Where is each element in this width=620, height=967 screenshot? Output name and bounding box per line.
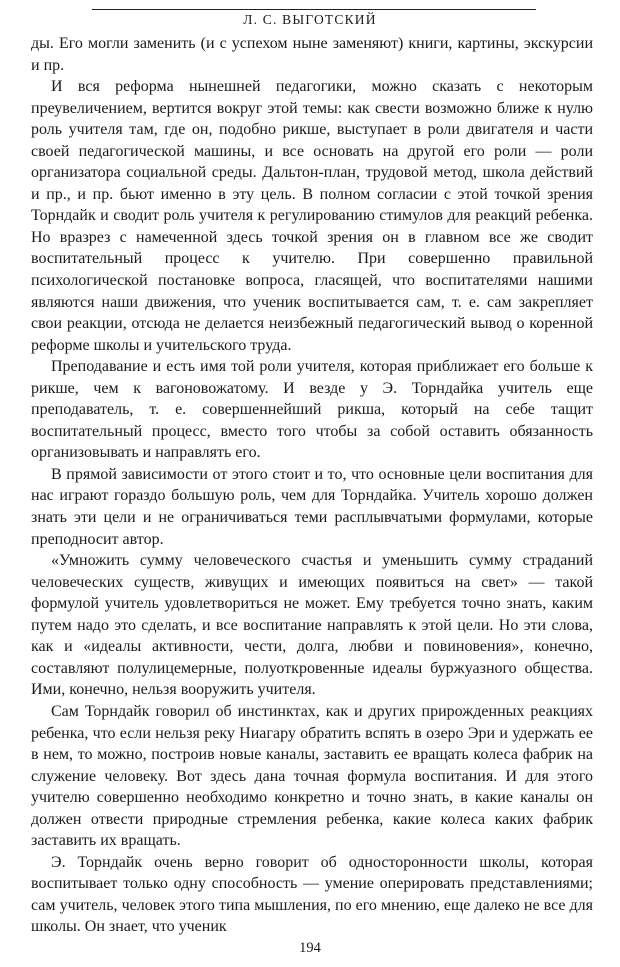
paragraph: И вся реформа нынешней педагогики, можно сказать с некоторым преувеличением, вертится вокруг этой темы: как свести возможно ближе к нулю роль учителя там, где он, подобно рикше, выступает в роли двигателя и части своей педагогической машины, и все основать на другой его роли — роли организатора социальной среды. Дальтон-план, трудовой метод, школа действий и пр., и пр. бьют именно в эту цель. В полном согласии с этой точкой зрения Торндайк и сводит роль учителя к регулированию стимулов для реакций ребенка. Но вразрез с намеченной здесь точкой зрения он в главном все же сводит воспитательный процесс к учителю. При совершенно правильной психологической постановке вопроса, гласящей, что воспитателями нашими являются наши движения, что ученик воспитывается сам, т. е. сам закрепляет свои реакции, отсюда не делается неизбежный педагогический вывод о коренной реформе школы и учительского труда. xyxy=(31,78,593,354)
paragraph-continued: ды. Его могли заменить (и с успехом ныне заменяют) книги, картины, экскурсии и пр. xyxy=(31,35,593,74)
paragraph: Преподавание и есть имя той роли учителя, которая приближает его больше к рикше, чем к вагоновожатому. И везде у Э. Торндайка учитель еще преподаватель, т. е. совершеннейший рикша, который на себе тащит воспитательный процесс, вместо того чтобы за собой оставить обязанность организовывать и направлять его. xyxy=(31,358,593,462)
running-head: Л. С. ВЫГОТСКИЙ xyxy=(243,12,377,27)
header-rule xyxy=(92,9,536,10)
page-number: 194 xyxy=(299,940,321,956)
body-text xyxy=(31,33,593,938)
paragraph: Э. Торндайк очень верно говорит об односторонности школы, которая воспитывает только одну способность — умение оперировать представлениями; сам учитель, человек этого типа мышления, по его мнению, еще далеко не все для школы. Он знает, что ученик xyxy=(31,853,593,936)
paragraph: Сам Торндайк говорил об инстинктах, как и других прирожденных реакциях ребенка, что если нельзя реку Ниагару обратить вспять в озеро Эри и удержать ее в нем, то можно, построив новые каналы, заставить ее вращать колеса фабрик на служение человеку. Вот здесь дана точная формула воспитания. И для этого учителю совершенно необходимо конкретно и точно знать, в какие каналы он должен отвести природные стремления ребенка, какие колеса каких фабрик заставить их вращать. xyxy=(31,702,593,850)
paragraph: В прямой зависимости от этого стоит и то, что основные цели воспитания для нас играют гораздо большую роль, чем для Торндайка. Учитель хорошо должен знать эти цели и не ограничиваться теми расплывчатыми формулами, которые преподносит автор. xyxy=(31,465,593,548)
paragraph-quote: «Умножить сумму человеческого счастья и уменьшить сумму страданий человеческих существ, живущих и имеющих появиться на свет» — такой формулой учитель удовлетвориться не может. Ему требуется точно знать, каким путем надо это сделать, и все воспитание направлять к этой цели. Но эти слова, как и «идеалы активности, чести, долга, любви и повиновения», конечно, составляют полулицемерные, полуоткровенные идеалы буржуазного общества. Ими, конечно, нельзя вооружить учителя. xyxy=(31,552,593,699)
